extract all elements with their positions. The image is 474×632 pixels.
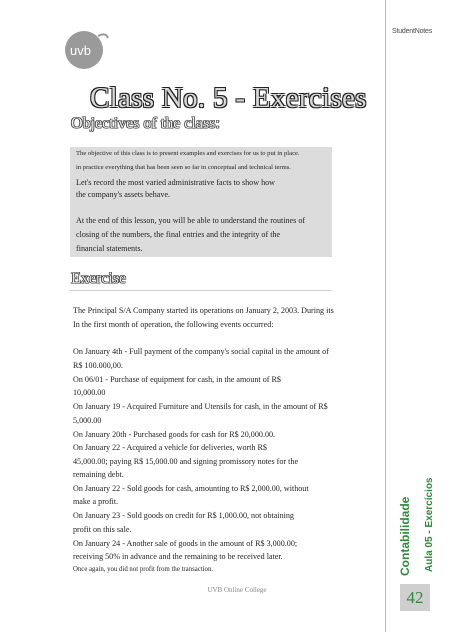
- exercise-text: On January 19 - Acquired Furniture and Utensils for cash, in the amount of R$: [73, 402, 328, 411]
- exercise-text: On January 22 - Sold goods for cash, amounting to R$ 2,000.00, without: [73, 484, 309, 493]
- exercise-text: On 06/01 - Purchase of equipment for cash, in the amount of R$: [73, 375, 281, 384]
- page-number: 42: [406, 588, 424, 607]
- exercise-text: On January 4th - Full payment of the company's social capital in the amount of: [73, 347, 329, 356]
- objective-text: financial statements.: [76, 244, 143, 253]
- objective-text: the company's assets behave.: [76, 190, 171, 199]
- page-title: Class No. 5 - Exercises: [90, 82, 367, 114]
- objectives-box: [70, 147, 332, 257]
- exercise-text: On January 24 - Another sale of goods in the amount of R$ 3,000.00;: [73, 539, 298, 548]
- student-notes-label: StudentNotes: [392, 28, 433, 35]
- objective-text: At the end of this lesson, you will be able to understand the routines of: [76, 216, 306, 225]
- exercise-text: In the first month of operation, the following events occurred:: [73, 320, 274, 329]
- objective-text: closing of the numbers, the final entries and the integrity of the: [76, 230, 281, 239]
- sidebar-divider: [385, 0, 386, 632]
- exercise-heading: Exercise: [71, 270, 127, 287]
- logo-text: uvb: [70, 43, 91, 58]
- footer-text: UVB Online College: [207, 586, 267, 594]
- exercise-text: profit on this sale.: [73, 525, 132, 534]
- objective-text: Let's record the most varied administrative facts to show how: [76, 178, 276, 187]
- objective-text: in practice everything that has been seen so far in conceptual and technical terms.: [76, 164, 291, 171]
- exercise-text: 45,000.00; paying R$ 15,000.00 and signing promissory notes for the: [73, 457, 299, 466]
- exercise-text: On January 23 - Sold goods on credit for R$ 1,000.00, not obtaining: [73, 511, 294, 520]
- exercise-text: receiving 50% in advance and the remaining to be received later.: [73, 552, 283, 561]
- page-number-box: [400, 584, 430, 611]
- objectives-heading: Objectives of the class:: [71, 115, 220, 132]
- exercise-text: R$ 100.000,00.: [73, 361, 123, 370]
- objective-text: The objective of this class is to present examples and exercises for us to put in place.: [76, 150, 300, 157]
- exercise-text: Once again, you did not profit from the transaction.: [73, 566, 214, 573]
- exercise-text: On January 20th - Purchased goods for cash for R$ 20,000.00.: [73, 430, 276, 439]
- exercise-text: The Principal S/A Company started its operations on January 2, 2003. During its: [73, 306, 334, 315]
- exercise-text: 10,000.00: [73, 388, 106, 397]
- exercise-divider: [70, 290, 332, 291]
- exercise-text: 5,000.00: [73, 416, 102, 425]
- exercise-text: remaining debt.: [73, 470, 124, 479]
- sidebar-lesson-label: Aula 05 - Exercícios: [424, 477, 435, 572]
- exercise-text: make a profit.: [73, 497, 119, 506]
- exercise-text: On January 22 - Acquired a vehicle for deliveries, worth R$: [73, 443, 267, 452]
- uvb-logo: [62, 28, 110, 72]
- sidebar-subject-label: Contabilidade: [398, 496, 412, 576]
